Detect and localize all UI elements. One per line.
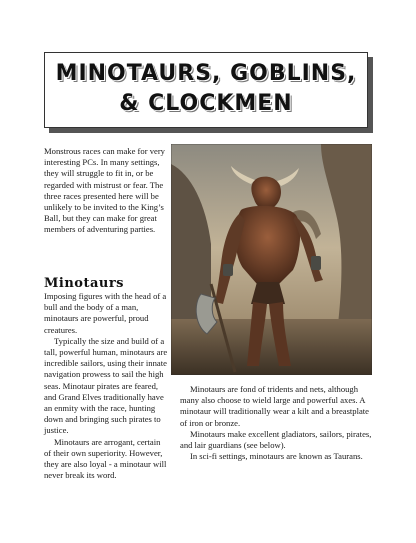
intro-text: Monstrous races can make for very interesting PCs. In many settings, they will struggle to fit in, or be regarded with mistrust or fear. The three races presented here will be unlikely to be invited to the King’s Ball, but they can make for great members of adventuring parties. (44, 146, 165, 235)
left-paragraph-2: Typically the size and build of a tall, powerful human, minotaurs are incredible sailors, using their innate navigation prowess to sail the high seas. Minotaur pirates are feared, and Grand Elves traditionally have an enmity with the race, hunting down and bringing such pirates to justice. (44, 335, 168, 436)
intro-paragraph (44, 146, 166, 236)
left-paragraph-1: Imposing figures with the head of a bull and the body of a man, minotaurs are powerful, proud creatures. (44, 291, 167, 335)
right-paragraph-1: Minotaurs are fond of tridents and nets, although many also choose to wield large and powerful axes. A minotaur will traditionally wear a kilt and a breastplate of iron or bronze. (180, 384, 369, 428)
left-column (44, 291, 169, 481)
page-title-line-1: MINOTAURS, GOBLINS, (55, 61, 357, 86)
title-box (44, 52, 368, 128)
minotaur-illustration (171, 144, 372, 375)
right-paragraph-2: Minotaurs make excellent gladiators, sailors, pirates, and lair guardians (see below). (180, 428, 372, 451)
page-title-line-2: & CLOCKMEN (119, 91, 293, 116)
left-paragraph-3: Minotaurs are arrogant, certain of their own superiority. However, they are also loyal - a minotaur will never break its word. (44, 436, 167, 481)
right-paragraph-3: In sci-fi settings, minotaurs are known as Taurans. (190, 451, 363, 462)
section-heading: Minotaurs (44, 276, 124, 291)
right-column (180, 384, 375, 462)
